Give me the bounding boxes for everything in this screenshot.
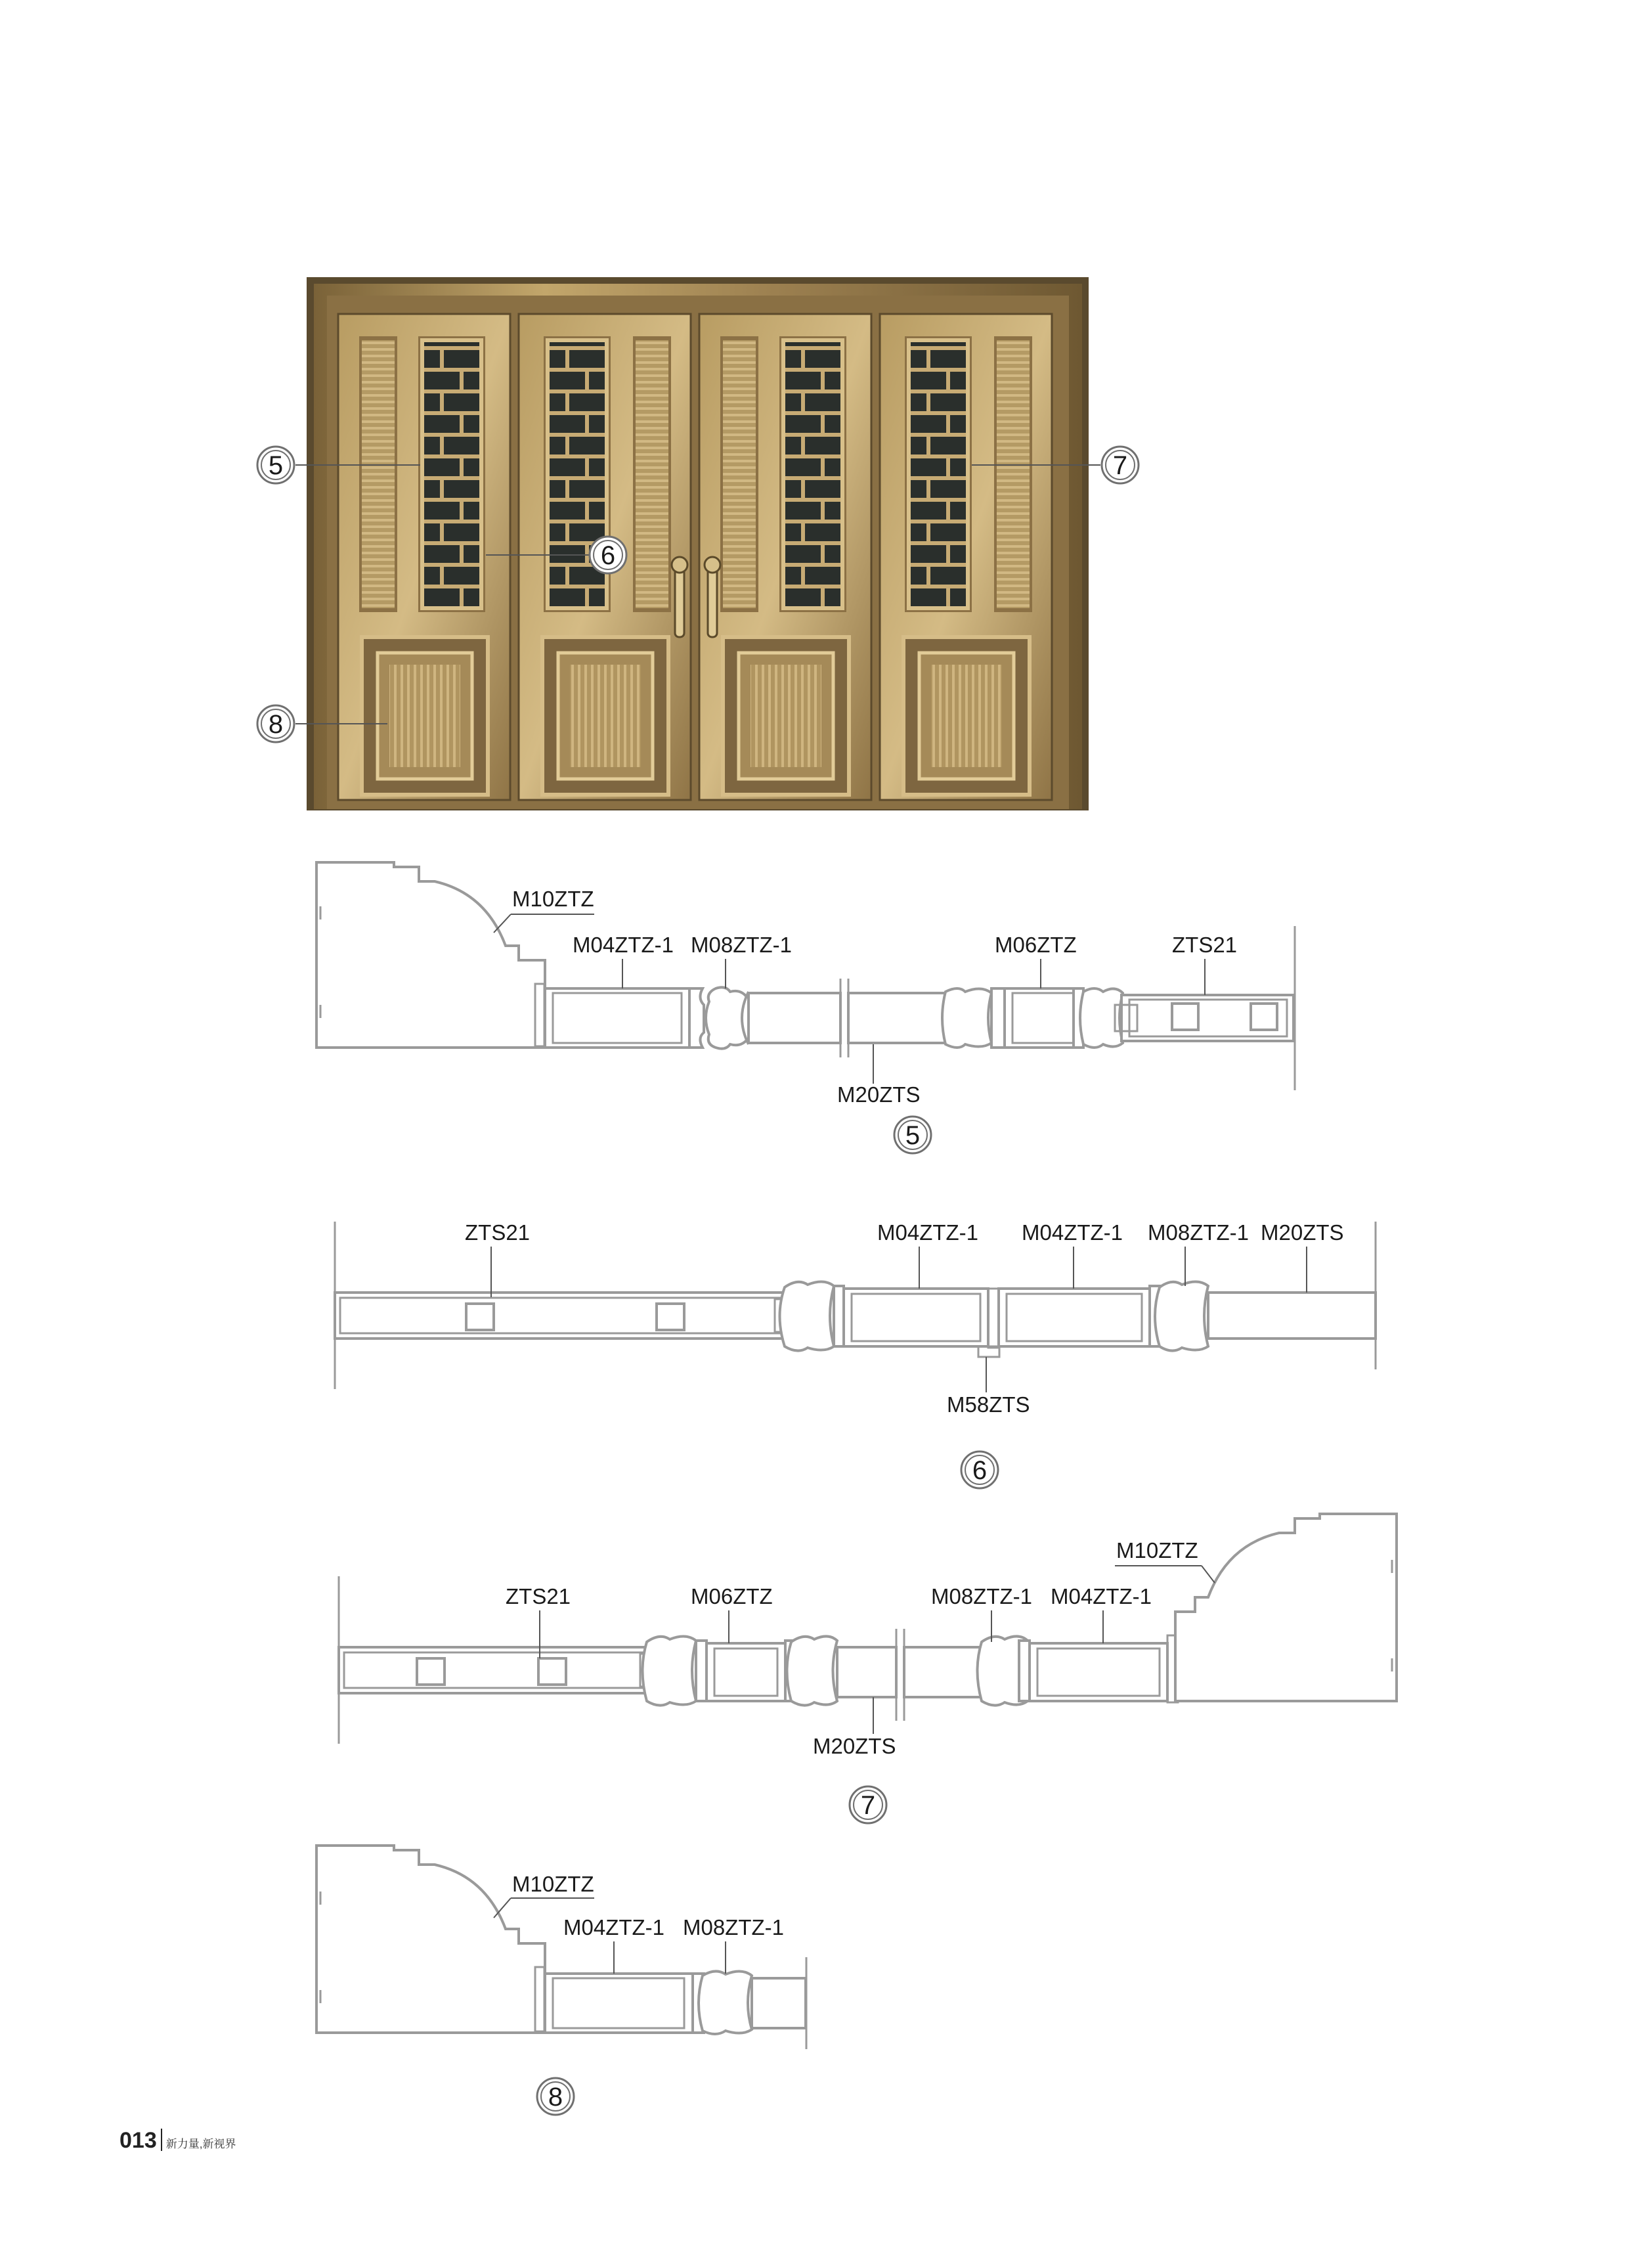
door-glass-panel	[783, 340, 842, 608]
s6-label-m04ztz-b: M04ZTZ-1	[1022, 1220, 1123, 1245]
s6-label-m08ztz: M08ZTZ-1	[1148, 1220, 1250, 1245]
door-glass-panel	[422, 340, 481, 608]
door-ribbed-panel	[636, 340, 668, 608]
s8-number: 8	[548, 2083, 563, 2112]
s7-label-zts21: ZTS21	[506, 1584, 571, 1608]
s7-label-m04ztz: M04ZTZ-1	[1051, 1584, 1152, 1608]
s5-label-zts21: ZTS21	[1172, 933, 1238, 957]
s7-label-m20zts: M20ZTS	[813, 1734, 896, 1758]
s8-label-m08ztz: M08ZTZ-1	[683, 1915, 785, 1939]
s6-label-zts21: ZTS21	[465, 1220, 531, 1245]
s6-number: 6	[972, 1456, 988, 1485]
s7-label-m10ztz: M10ZTZ	[1116, 1538, 1198, 1562]
callout-6-number: 6	[600, 541, 616, 570]
s5-label-m04ztz: M04ZTZ-1	[573, 933, 674, 957]
page-number: 013	[120, 2128, 157, 2153]
door-photo	[307, 277, 1089, 810]
door-lower-panel	[750, 665, 821, 767]
section-7-drawing	[339, 1514, 1397, 1823]
s5-number: 5	[905, 1121, 921, 1150]
callout-7-number: 7	[1112, 451, 1128, 480]
door-glass-panel	[909, 340, 968, 608]
callout-8-number: 8	[268, 710, 284, 739]
door-lower-panel	[389, 665, 460, 767]
s7-label-m08ztz: M08ZTZ-1	[931, 1584, 1033, 1608]
s5-label-m08ztz: M08ZTZ-1	[691, 933, 793, 957]
door-lower-panel	[931, 665, 1002, 767]
page-footer	[120, 2128, 236, 2154]
callout-5-number: 5	[268, 451, 284, 480]
s8-label-m10ztz: M10ZTZ	[512, 1872, 594, 1896]
door-ribbed-panel	[997, 340, 1030, 608]
section-6-drawing	[335, 1220, 1376, 1488]
s5-label-m20zts: M20ZTS	[837, 1082, 921, 1107]
s8-label-m04ztz: M04ZTZ-1	[563, 1915, 665, 1939]
footer-slogan: 新力量,新视界	[165, 2138, 236, 2150]
s7-number: 7	[860, 1791, 876, 1820]
section-8-drawing	[316, 1846, 806, 2115]
footer-divider	[161, 2129, 162, 2151]
s6-label-m20zts: M20ZTS	[1261, 1220, 1344, 1245]
door-ribbed-panel	[362, 340, 395, 608]
door-lower-panel	[570, 665, 641, 767]
s5-label-m06ztz: M06ZTZ	[995, 933, 1077, 957]
section-5-drawing	[316, 862, 1295, 1153]
s6-label-m04ztz-a: M04ZTZ-1	[877, 1220, 979, 1245]
door-ribbed-panel	[723, 340, 756, 608]
s5-label-m10ztz: M10ZTZ	[512, 887, 594, 911]
s6-label-m58zts: M58ZTS	[947, 1392, 1030, 1417]
s7-label-m06ztz: M06ZTZ	[691, 1584, 773, 1608]
